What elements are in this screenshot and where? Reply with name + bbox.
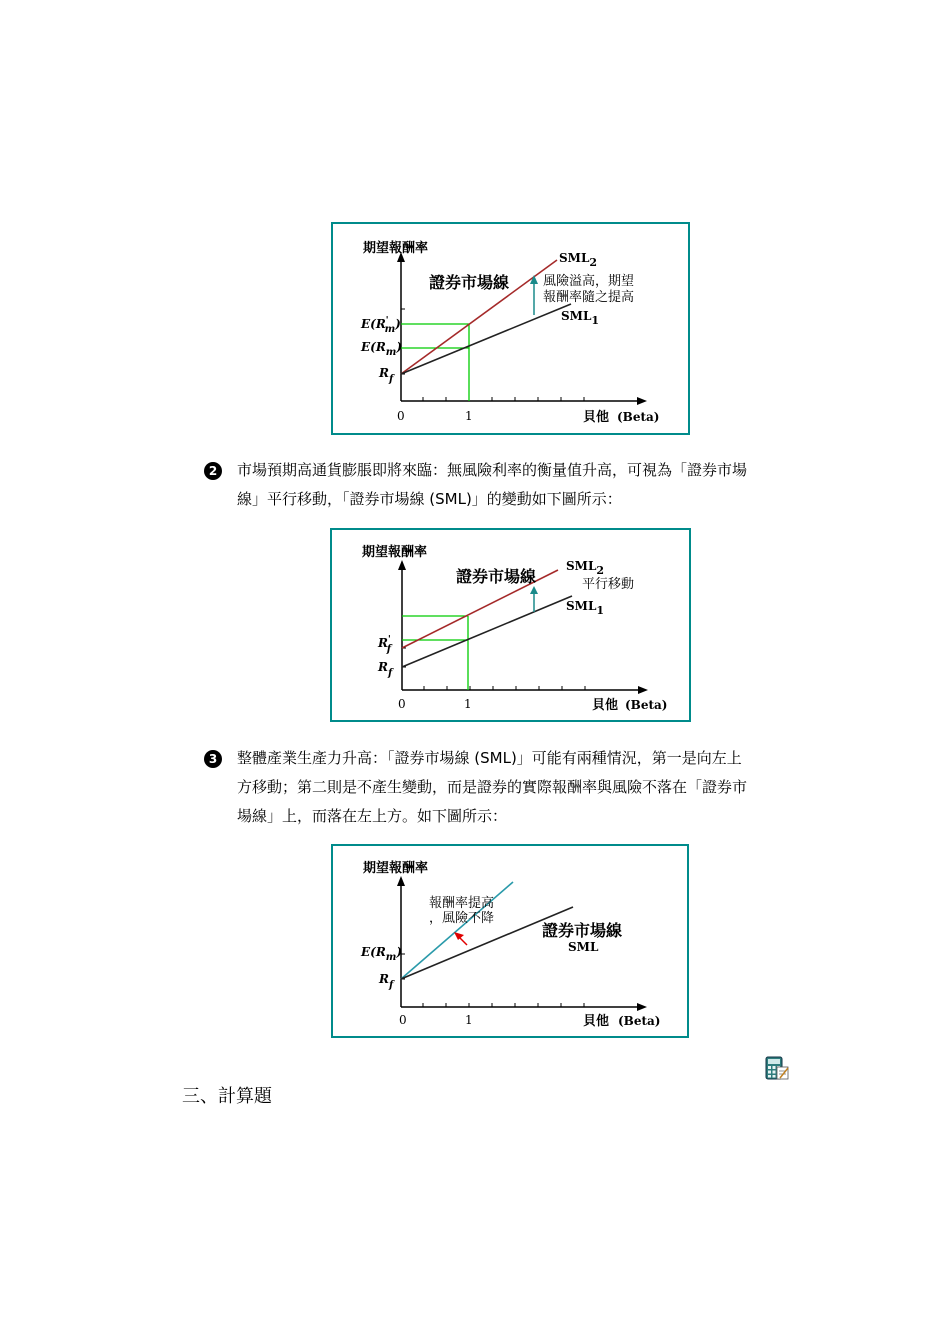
paragraph-item-3 bbox=[237, 744, 797, 831]
rf-label: $R_f$ bbox=[379, 366, 394, 385]
paragraph-line: 場線」上，而落在左上方。如下圖所示： bbox=[237, 807, 508, 825]
sml1-line bbox=[402, 596, 572, 667]
x-axis-arrow bbox=[637, 397, 647, 405]
paragraph-line: 線」平行移動，「證券市場線 (SML)」的變動如下圖所示： bbox=[237, 490, 622, 508]
erm-label: $E(R_m)$ bbox=[361, 945, 403, 963]
chart-title: 證券市場線 bbox=[542, 921, 623, 940]
chart-title: 證券市場線 bbox=[429, 273, 510, 292]
section-heading: 三、計算題 bbox=[182, 1086, 272, 1107]
chart-title: 證券市場線 bbox=[456, 567, 537, 586]
sml1-line bbox=[401, 304, 571, 374]
figure3-svg bbox=[333, 846, 687, 1036]
note-line-1: 報酬率提高 bbox=[429, 896, 495, 911]
paragraph-line: 方移動；第二則是不產生變動，而是證券的實際報酬率與風險不落在「證券市 bbox=[237, 778, 748, 796]
x-axis-arrow bbox=[637, 1003, 647, 1011]
note-text: 平行移動 bbox=[582, 577, 635, 592]
rf-prime-label: R' f bbox=[378, 635, 392, 655]
x-axis-label: 貝他 bbox=[583, 410, 610, 425]
x-axis-label: 貝他 bbox=[583, 1014, 610, 1029]
y-axis-arrow bbox=[398, 560, 406, 570]
note-line-2: ，風險不降 bbox=[429, 911, 495, 926]
x-axis-label-paren: (Beta) bbox=[618, 1014, 661, 1028]
sml-label: SML bbox=[568, 940, 599, 954]
x-axis-label-paren: (Beta) bbox=[625, 698, 668, 712]
note-line-1: 風險溢高，期望 bbox=[543, 274, 635, 289]
sml2-label: SML2 bbox=[566, 559, 605, 577]
erm-label: $E(R_m)$ bbox=[361, 340, 403, 358]
x-tick-0: 0 bbox=[399, 1013, 407, 1027]
x-tick-0: 0 bbox=[398, 697, 406, 711]
paragraph-line: 整體產業生產力升高：「證券市場線 (SML)」可能有兩種情況，第一是向左上 bbox=[237, 749, 742, 767]
sml1-label: SML1 bbox=[566, 599, 605, 617]
y-axis-label: 期望報酬率 bbox=[363, 241, 429, 256]
rf-label: $R_f$ bbox=[378, 660, 393, 679]
x-tick-1: 1 bbox=[464, 697, 472, 711]
guide-lines bbox=[401, 324, 469, 401]
figure2-svg bbox=[332, 530, 689, 720]
note-line-2: 報酬率隨之提高 bbox=[543, 290, 635, 305]
y-axis-arrow bbox=[397, 876, 405, 886]
shift-arrow-head bbox=[454, 932, 464, 940]
y-axis-label: 期望報酬率 bbox=[362, 545, 428, 560]
bullet-3: 3 bbox=[204, 750, 222, 768]
figure1-svg bbox=[333, 224, 688, 433]
sml2-label: SML2 bbox=[559, 251, 598, 269]
y-axis-label: 期望報酬率 bbox=[363, 861, 429, 876]
paragraph-line: 市場預期高通貨膨脹即將來臨：無風險利率的衡量值升高，可視為「證券市場 bbox=[237, 461, 748, 479]
sml1-label: SML1 bbox=[561, 309, 600, 327]
x-axis-arrow bbox=[638, 686, 648, 694]
x-axis-label: 貝他 bbox=[592, 698, 619, 713]
x-axis-label-paren: (Beta) bbox=[617, 410, 660, 424]
figure-sml-above-line bbox=[331, 844, 689, 1038]
paragraph-item-2 bbox=[237, 456, 797, 514]
calculator-icon bbox=[764, 1055, 790, 1081]
x-tick-1: 1 bbox=[465, 1013, 473, 1027]
x-tick-0: 0 bbox=[397, 409, 405, 423]
x-tick-1: 1 bbox=[465, 409, 473, 423]
figure-sml-parallel-shift bbox=[330, 528, 691, 722]
rf-label: $R_f$ bbox=[379, 972, 394, 991]
erm-prime-label: E(R' m) bbox=[361, 316, 401, 335]
shift-arrow-head bbox=[530, 586, 538, 594]
bullet-2: 2 bbox=[204, 462, 222, 480]
figure-sml-risk-premium bbox=[331, 222, 690, 435]
